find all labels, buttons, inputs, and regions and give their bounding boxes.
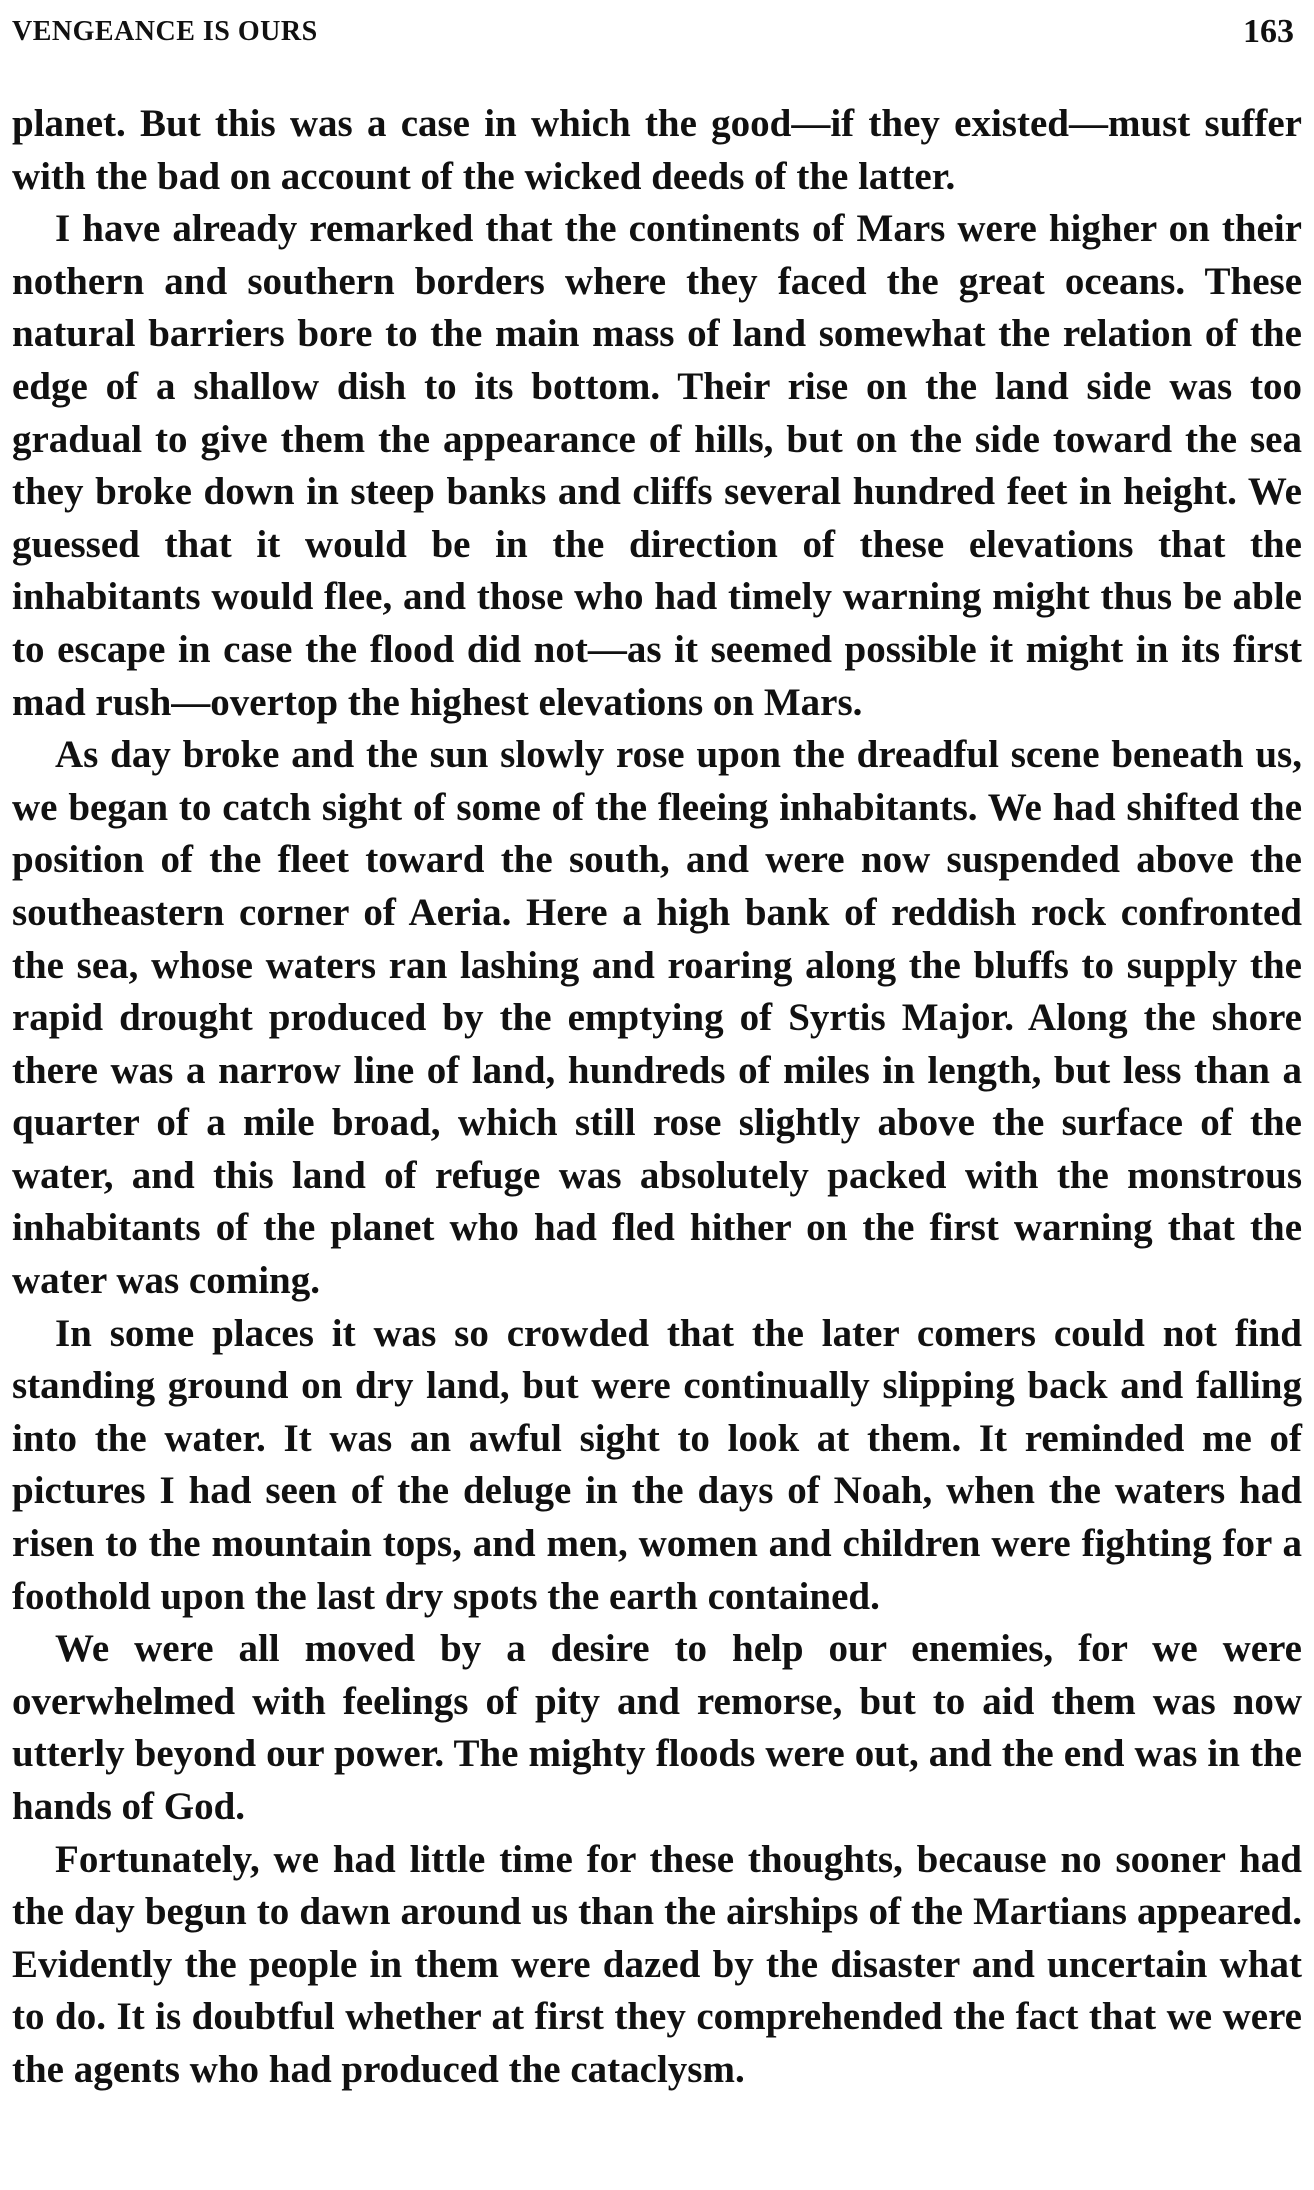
paragraph: Fortunately, we had little time for these thoughts, because no sooner had the day begun to dawn around us than the airships of the Martians appeared. Evidently the people in them were dazed by the disaster and uncertain what to do. It is doubtful whether at first they comprehended the fact that we were the agents who had produced the cataclysm. xyxy=(12,1837,1302,2091)
paragraph: We were all moved by a desire to help our enemies, for we were overwhelmed with feelings of pity and remorse, but to aid them was now utterly beyond our power. The mighty floods were out, and the end was in the hands of God. xyxy=(12,1627,1302,1828)
paragraph: In some places it was so crowded that the later comers could not find standing ground on dry land, but were continually slipping back and falling into the water. It was an awful sight to look at them. It reminded me of pictures I had seen of the deluge in the days of Noah, when the waters had risen to the mountain tops, and men, women and children were fighting for a foothold upon the last dry spots the earth contained. xyxy=(12,1311,1302,1618)
running-head: VENGEANCE IS OURS xyxy=(12,16,318,47)
paragraph: I have already remarked that the continents of Mars were higher on their nothern and southern borders where they faced the great oceans. These natural barriers bore to the main mass of land somewhat the relation of the edge of a shallow dish to its bottom. Their rise on the land side was too gradual to give them the appearance of hills, but on the side toward the sea they broke down in steep banks and cliffs several hundred feet in height. We guessed that it would be in the direction of these elevations that the inhabitants would flee, and those who had timely warning might thus be able to escape in case the flood did not—as it seemed possible it might in its first mad rush—overtop the highest elevations on Mars. xyxy=(12,207,1302,724)
page-header xyxy=(12,10,1302,54)
page-number: 163 xyxy=(1243,13,1294,50)
paragraph: planet. But this was a case in which the good—if they existed—must suffer with the bad on account of the wicked deeds of the latter. xyxy=(12,102,1302,198)
body-text xyxy=(12,98,1302,2097)
paragraph: As day broke and the sun slowly rose upon the dreadful scene beneath us, we began to catch sight of some of the fleeing inhabitants. We had shifted the position of the fleet toward the south, and were now suspended above the southeastern corner of Aeria. Here a high bank of reddish rock confronted the sea, whose waters ran lashing and roaring along the bluffs to supply the rapid drought produced by the emptying of Syrtis Major. Along the shore there was a narrow line of land, hundreds of miles in length, but less than a quarter of a mile broad, which still rose slightly above the surface of the water, and this land of refuge was absolutely packed with the monstrous inhabitants of the planet who had fled hither on the first warning that the water was coming. xyxy=(12,733,1302,1303)
